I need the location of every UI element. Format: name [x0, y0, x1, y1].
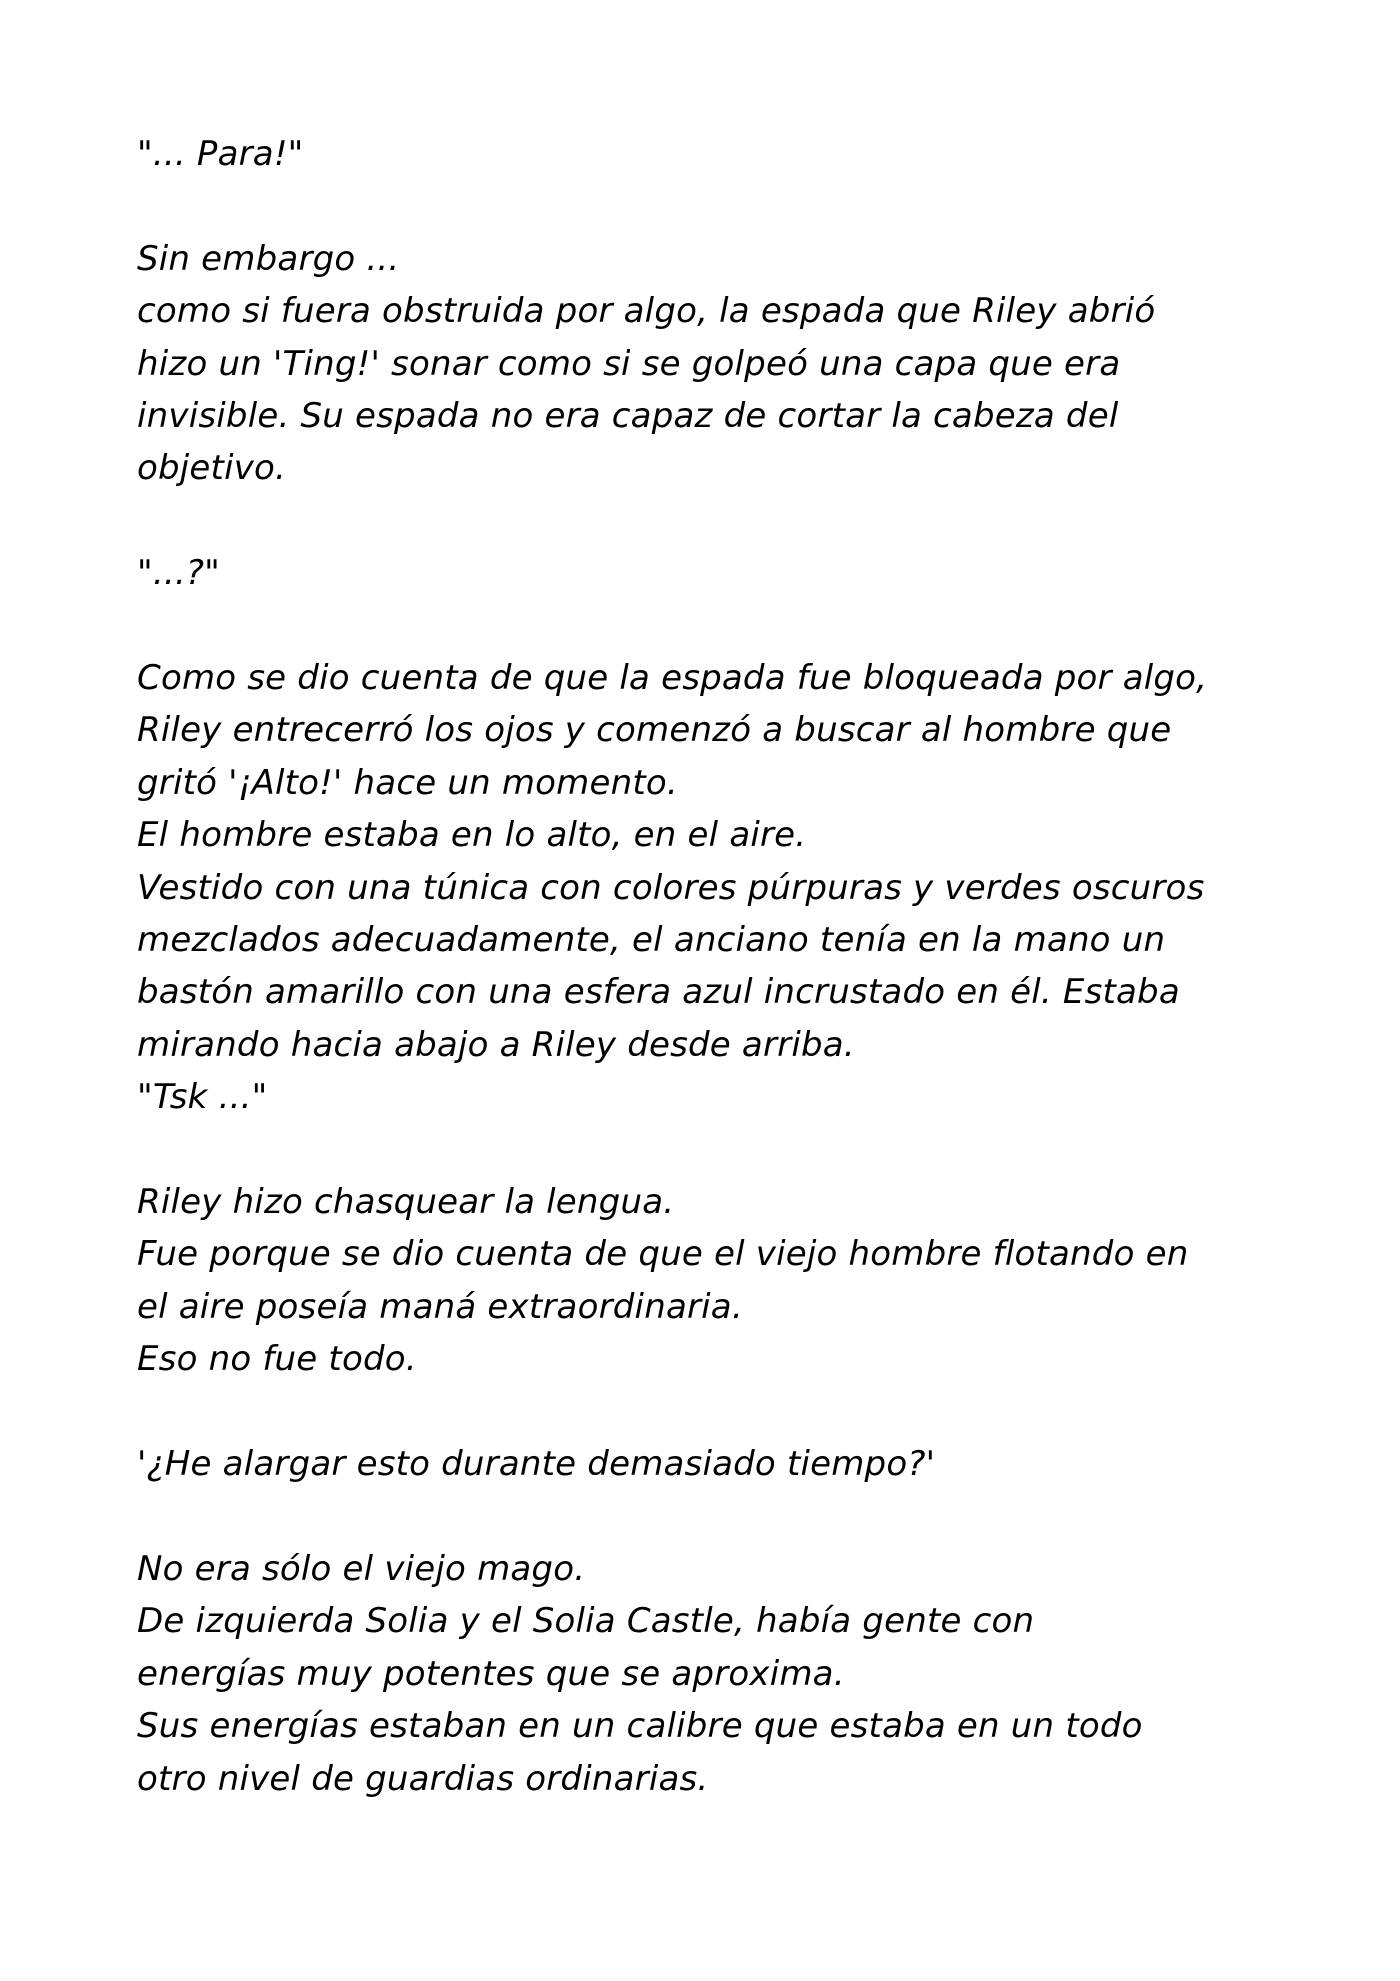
dialogue-line: "...?": [137, 553, 220, 594]
paragraph-1: [137, 128, 1317, 180]
text-line: mezclados adecuadamente, el anciano tenía en la mano un: [137, 920, 1166, 961]
paragraph-4: [137, 652, 1317, 1124]
paragraph-6: [137, 1438, 1317, 1490]
text-line: Sin embargo ...: [137, 238, 400, 279]
text-line: bastón amarillo con una esfera azul incrustado en él. Estaba: [137, 972, 1180, 1013]
text-line: Riley hizo chasquear la lengua.: [137, 1182, 675, 1223]
text-line: el aire poseía maná extraordinaria.: [137, 1286, 743, 1327]
paragraph-2: [137, 233, 1317, 495]
paragraph-5: [137, 1176, 1317, 1386]
text-line: Vestido con una túnica con colores púrpuras y verdes oscuros: [137, 867, 1205, 908]
text-line: Fue porque se dio cuenta de que el viejo hombre flotando en: [137, 1234, 1189, 1275]
text-line: energías muy potentes que se aproxima.: [137, 1653, 845, 1694]
text-line: Sus energías estaban en un calibre que estaba en un todo: [137, 1706, 1143, 1747]
text-line: De izquierda Solia y el Solia Castle, había gente con: [137, 1601, 1035, 1642]
thought-line: '¿He alargar esto durante demasiado tiempo?': [137, 1444, 936, 1485]
document-page: [137, 128, 1317, 1857]
paragraph-3: [137, 547, 1317, 599]
text-line: invisible. Su espada no era capaz de cortar la cabeza del: [137, 396, 1119, 437]
dialogue-line: "Tsk ...": [137, 1077, 268, 1118]
text-line: No era sólo el viejo mago.: [137, 1548, 586, 1589]
text-line: mirando hacia abajo a Riley desde arriba.: [137, 1024, 855, 1065]
text-line: gritó '¡Alto!' hace un momento.: [137, 762, 678, 803]
text-line: Eso no fue todo.: [137, 1339, 417, 1380]
text-line: Riley entrecerró los ojos y comenzó a buscar al hombre que: [137, 710, 1172, 751]
text-line: otro nivel de guardias ordinarias.: [137, 1758, 709, 1799]
text-line: como si fuera obstruida por algo, la espada que Riley abrió: [137, 291, 1156, 332]
dialogue-line: "... Para!": [137, 134, 304, 174]
paragraph-7: [137, 1543, 1317, 1805]
text-line: hizo un 'Ting!' sonar como si se golpeó una capa que era: [137, 343, 1121, 384]
text-line: Como se dio cuenta de que la espada fue bloqueada por algo,: [137, 658, 1208, 699]
text-line: El hombre estaba en lo alto, en el aire.: [137, 815, 807, 856]
text-line: objetivo.: [137, 448, 287, 489]
